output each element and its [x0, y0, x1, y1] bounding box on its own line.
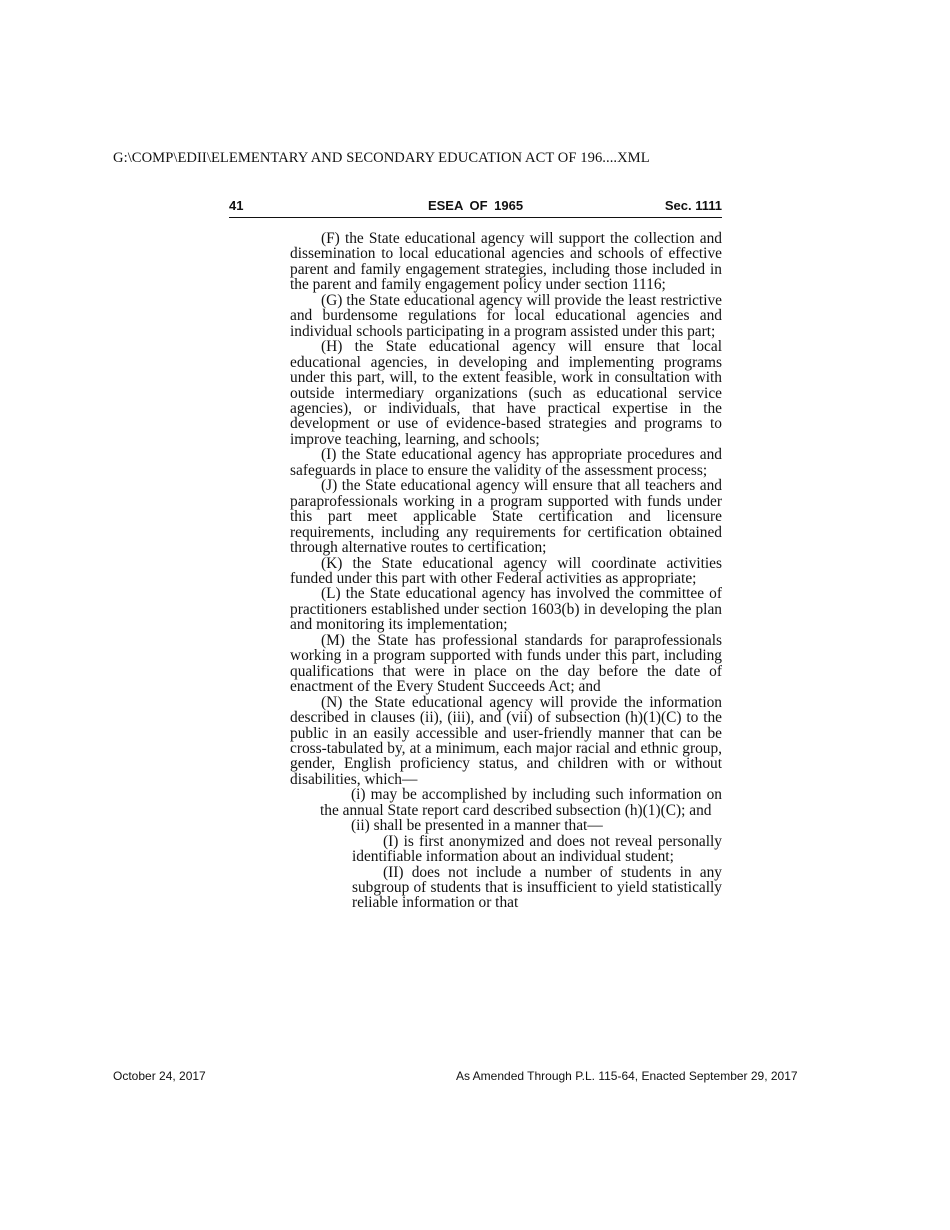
statute-body	[290, 231, 722, 911]
subclause-I: (I) is first anonymized and does not reveal personally identifiable information about an individual student;	[352, 832, 722, 866]
paragraph-h: (H) the State educational agency will ensure that local educational agencies, in developing and implementing programs under this part, will, to the extent feasible, work in consultation with outside intermediary organizations (such as educational service agencies), or individuals, that have practical expertise in the development or use of evidence-based strategies and programs to improve teaching, learning, and schools;	[290, 338, 722, 448]
clause-ii: (ii) shall be presented in a manner that—	[351, 817, 603, 835]
section-label: Sec. 1111	[664, 198, 722, 213]
paragraph-i: (I) the State educational agency has appropriate procedures and safeguards in place to ensure the validity of the assessment process;	[290, 446, 722, 479]
file-path: G:\COMP\EDII\ELEMENTARY AND SECONDARY EDUCATION ACT OF 196....XML	[113, 150, 650, 166]
page-number: 41	[229, 198, 244, 213]
paragraph-g: (G) the State educational agency will provide the least restrictive and burdensome regulations for local educational agencies and individual schools participating in a program assisted under this part;	[290, 291, 722, 340]
footer-amendment: As Amended Through P.L. 115-64, Enacted September 29, 2017	[456, 1069, 798, 1083]
paragraph-f: (F) the State educational agency will support the collection and dissemination to local educational agencies and schools of effective parent and family engagement strategies, including those included in the parent and family engagement policy under section 1116;	[290, 230, 722, 294]
paragraph-m: (M) the State has professional standards for paraprofessionals working in a program supported with funds under this part, including qualifications that were in place on the day before the date of enactment of the Every Student Succeeds Act; and	[290, 631, 722, 696]
paragraph-n: (N) the State educational agency will provide the information described in clauses (ii), (iii), and (vii) of subsection (h)(1)(C) to the public in an easily accessible and user-friendly manner that can be cross-tabulated by, at a minimum, each major racial and ethnic group, gender, English proficiency status, and children with or without disabilities, which—	[290, 693, 722, 788]
running-head	[229, 198, 722, 218]
paragraph-k: (K) the State educational agency will coordinate activities funded under this part with other Federal activities as appropriate;	[290, 554, 722, 587]
paragraph-l: (L) the State educational agency has involved the committee of practitioners established under section 1603(b) in developing the plan and monitoring its implementation;	[290, 585, 722, 634]
running-head-title: ESEA OF 1965	[427, 198, 524, 213]
clause-i: (i) may be accomplished by including such information on the annual State report card described subsection (h)(1)(C); and	[320, 786, 722, 819]
subclause-II: (II) does not include a number of students in any subgroup of students that is insufficient to yield statistically reliable information or that	[352, 863, 722, 912]
paragraph-j: (J) the State educational agency will ensure that all teachers and paraprofessionals working in a program supported with funds under this part meet applicable State certification and licensure requirements, including any requirements for certification obtained through alternative routes to certification;	[290, 477, 722, 557]
footer-date: October 24, 2017	[113, 1069, 206, 1083]
